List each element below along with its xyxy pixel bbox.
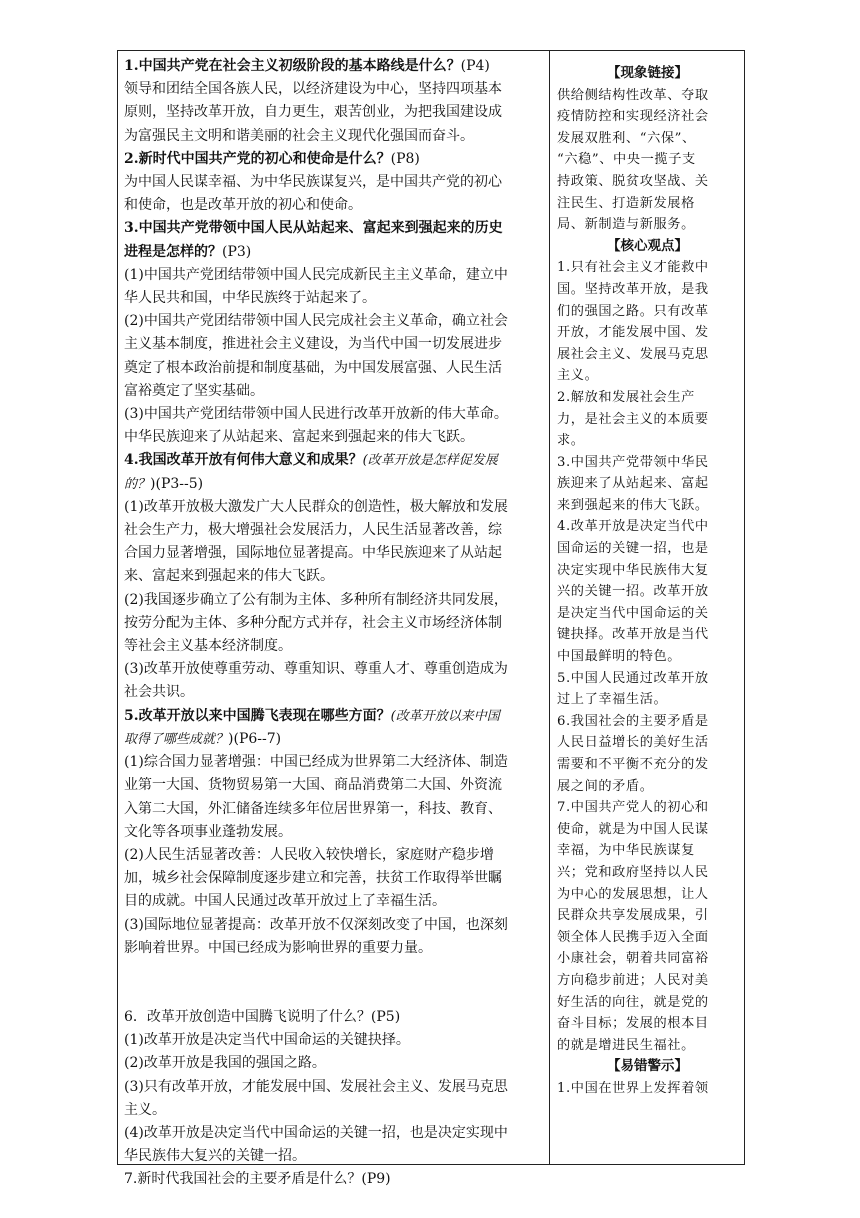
answer-4: (1)改革开放极大激发广大人民群众的创造性，极大解放和发展 社会生产力，极大增强社会发展活力，人民生活显著改善，综 合国力显著增强，国际地位显著提高。中华民族迎来了从站起 来、富起来到强起来的伟大飞跃。 (2)我国逐步确立了公有制为主体、多种所有制经济共同发展， 按劳分配为主体、多种分配方式并存，社会主义市场经济体制 等社会主义基本经济制度。 (3)改革开放使尊重劳动、尊重知识、尊重人才、尊重创造成为 社会共识。 [124, 498, 508, 701]
question-6: 6．改革开放创造中国腾飞说明了什么？(P5) [124, 1008, 401, 1025]
answer-2: 为中国人民谋幸福、为中华民族谋复兴，是中国共产党的初心 和使命，也是改革开放的初心和使命。 [124, 174, 502, 214]
section-heading-core-views: 【核心观点】 [607, 237, 688, 254]
error-warning-text: 1.中国在世界上发挥着领 [557, 1080, 709, 1096]
question-3: 3.中国共产党带领中国人民从站起来、富起来到强起来的历史 [124, 220, 503, 237]
spacer [124, 960, 543, 1006]
question-4: 4.我国改革开放有何伟大意义和成果？(改革开放是怎样促发展 [124, 452, 498, 469]
question-1: 1.中国共产党在社会主义初级阶段的基本路线是什么？(P4) [124, 58, 490, 74]
question-5: 5.改革开放以来中国腾飞表现在哪些方面？(改革开放以来中国 [124, 707, 500, 724]
question-2: 2.新时代中国共产党的初心和使命是什么？(P8) [124, 150, 420, 167]
question-5-cont: 取得了哪些成就？)(P6--7) [124, 730, 282, 747]
section-heading-error-warning: 【易错警示】 [607, 1058, 688, 1075]
answer-5: (1)综合国力显著增强：中国已经成为世界第二大经济体、制造 业第一大国、货物贸易第一大国、商品消费第二大国、外资流 入第二大国，外汇储备连续多年位居世界第一，科技、教育、 文化等各项事业蓬勃发展。 (2)人民生活显著改善：人民收入较快增长，家庭财产稳步增 加，城乡社会保障制度逐步建立和完善，扶贫工作取得举世瞩 目的成就。中国人民通过改革开放过上了幸福生活。 (3)国际地位显著提高：改革开放不仅深刻改变了中国，也深刻 影响着世界。中国已经成为影响世界的重要力量。 [124, 754, 508, 956]
phenomena-text: 供给侧结构性改革、夺取 疫情防控和实现经济社会 发展双胜利、“六保”、 “六稳”、中央一揽子支 持政策、脱贫攻坚战、关 注民生、打造新发展格 局、新制造与新服务。 [557, 87, 709, 233]
content-table [117, 50, 745, 1188]
question-7: 7.新时代我国社会的主要矛盾是什么？(P9) [124, 1171, 391, 1188]
answer-3: (1)中国共产党团结带领中国人民完成新民主主义革命，建立中 华人民共和国，中华民族终于站起来了。 (2)中国共产党团结带领中国人民完成社会主义革命，确立社会 主义基本制度，推进社会主义建设，为当代中国一切发展进步 奠定了根本政治前提和制度基础，为中国发展富强、人民生活 富裕奠定了坚实基础。 (3)中国共产党团结带领中国人民进行改革开放新的伟大革命。 中华民族迎来了从站起来、富起来到强起来的伟大飞跃。 [124, 266, 508, 446]
answer-6: (1)改革开放是决定当代中国命运的关键抉择。 (2)改革开放是我国的强国之路。 (3)只有改革开放，才能发展中国、发展社会主义、发展马克思 主义。 (4)改革开放是决定当代中国命运的关键一招，也是决定实现中 华民族伟大复兴的关键一招。 [124, 1032, 508, 1165]
section-heading-phenomena: 【现象链接】 [607, 65, 688, 81]
core-views-text: 1.只有社会主义才能救中 国。坚持改革开放，是我 们的强国之路。只有改革 开放，才能发展中国、发 展社会主义、发展马克思 主义。 2.解放和发展社会生产 力，是社会主义的本质要 求。 3.中国共产党带领中华民 族迎来了从站起来、富起 来到强起来的伟大飞跃。 4.改革开放是决定当代中 国命运的关键一招，也是 决定实现中华民族伟大复 兴的关键一招。改革开放 是决定当代中国命运的关 键抉择。改革开放是当代 中国最鲜明的特色。 5.中国人民通过改革开放 过上了幸福生活。 6.我国社会的主要矛盾是 人民日益增长的美好生活 需要和不平衡不充分的发 展之间的矛盾。 7.中国共产党人的初心和 使命，就是为中国人民谋 幸福，为中华民族谋复 兴；党和政府坚持以人民 为中心的发展思想，让人 民群众共享发展成果，引 领全体人民携手迈入全面 小康社会，朝着共同富裕 方向稳步前进；人民对美 好生活的向往，就是党的 奋斗目标；发展的根本目 的就是增进民生福社。 [557, 260, 709, 1053]
question-4-cont: 的？)(P3--5) [124, 475, 204, 492]
notes-column [550, 51, 744, 1164]
questions-column [118, 51, 550, 1188]
question-3-cont: 进程是怎样的？(P3) [124, 243, 252, 260]
answer-1: 领导和团结全国各族人民，以经济建设为中心，坚持四项基本 原则，坚持改革开放，自力更生，艰苦创业，为把我国建设成 为富强民主文明和谐美丽的社会主义现代化强国而奋斗。 [124, 81, 502, 144]
